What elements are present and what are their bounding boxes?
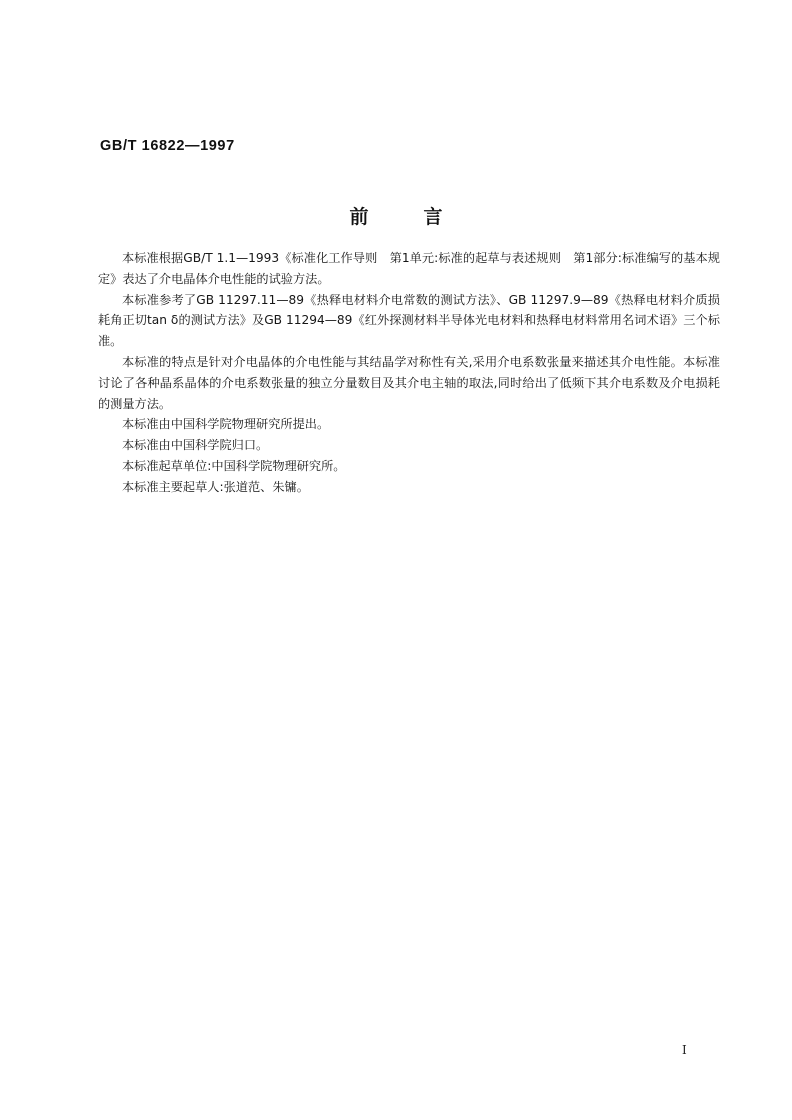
paragraph-administrator: 本标准由中国科学院归口。 — [122, 438, 269, 453]
paragraph-features: 本标准的特点是针对介电晶体的介电性能与其结晶学对称性有关,采用介电系数张量来描述其介电性能。本标准讨论了各种晶系晶体的介电系数张量的独立分量数目及其介电主轴的取法,同时给出了低频下其介电系数及介电损耗的测量方法。 — [98, 354, 720, 411]
section-title: 前言 — [349, 206, 498, 228]
paragraph-drafters: 本标准主要起草人:张道范、朱镛。 — [122, 479, 309, 494]
page-number: I — [682, 1043, 687, 1057]
standard-code-header: GB/T 16822—1997 — [100, 138, 235, 154]
foreword-body — [98, 248, 720, 498]
paragraph-drafting-unit: 本标准起草单位:中国科学院物理研究所。 — [122, 458, 346, 473]
paragraph-references: 本标准参考了GB 11297.11—89《热释电材料介电常数的测试方法》、GB 11297.9—89《热释电材料介质损耗角正切tan δ的测试方法》及GB 11294—89《红外探测材料半导体光电材料和热释电材料常用名词术语》三个标准。 — [98, 292, 720, 349]
paragraph-proposer: 本标准由中国科学院物理研究所提出。 — [122, 417, 330, 432]
paragraph-basis: 本标准根据GB/T 1.1—1993《标准化工作导则 第1单元:标准的起草与表述规则 第1部分:标准编写的基本规定》表达了介电晶体介电性能的试验方法。 — [98, 251, 720, 286]
